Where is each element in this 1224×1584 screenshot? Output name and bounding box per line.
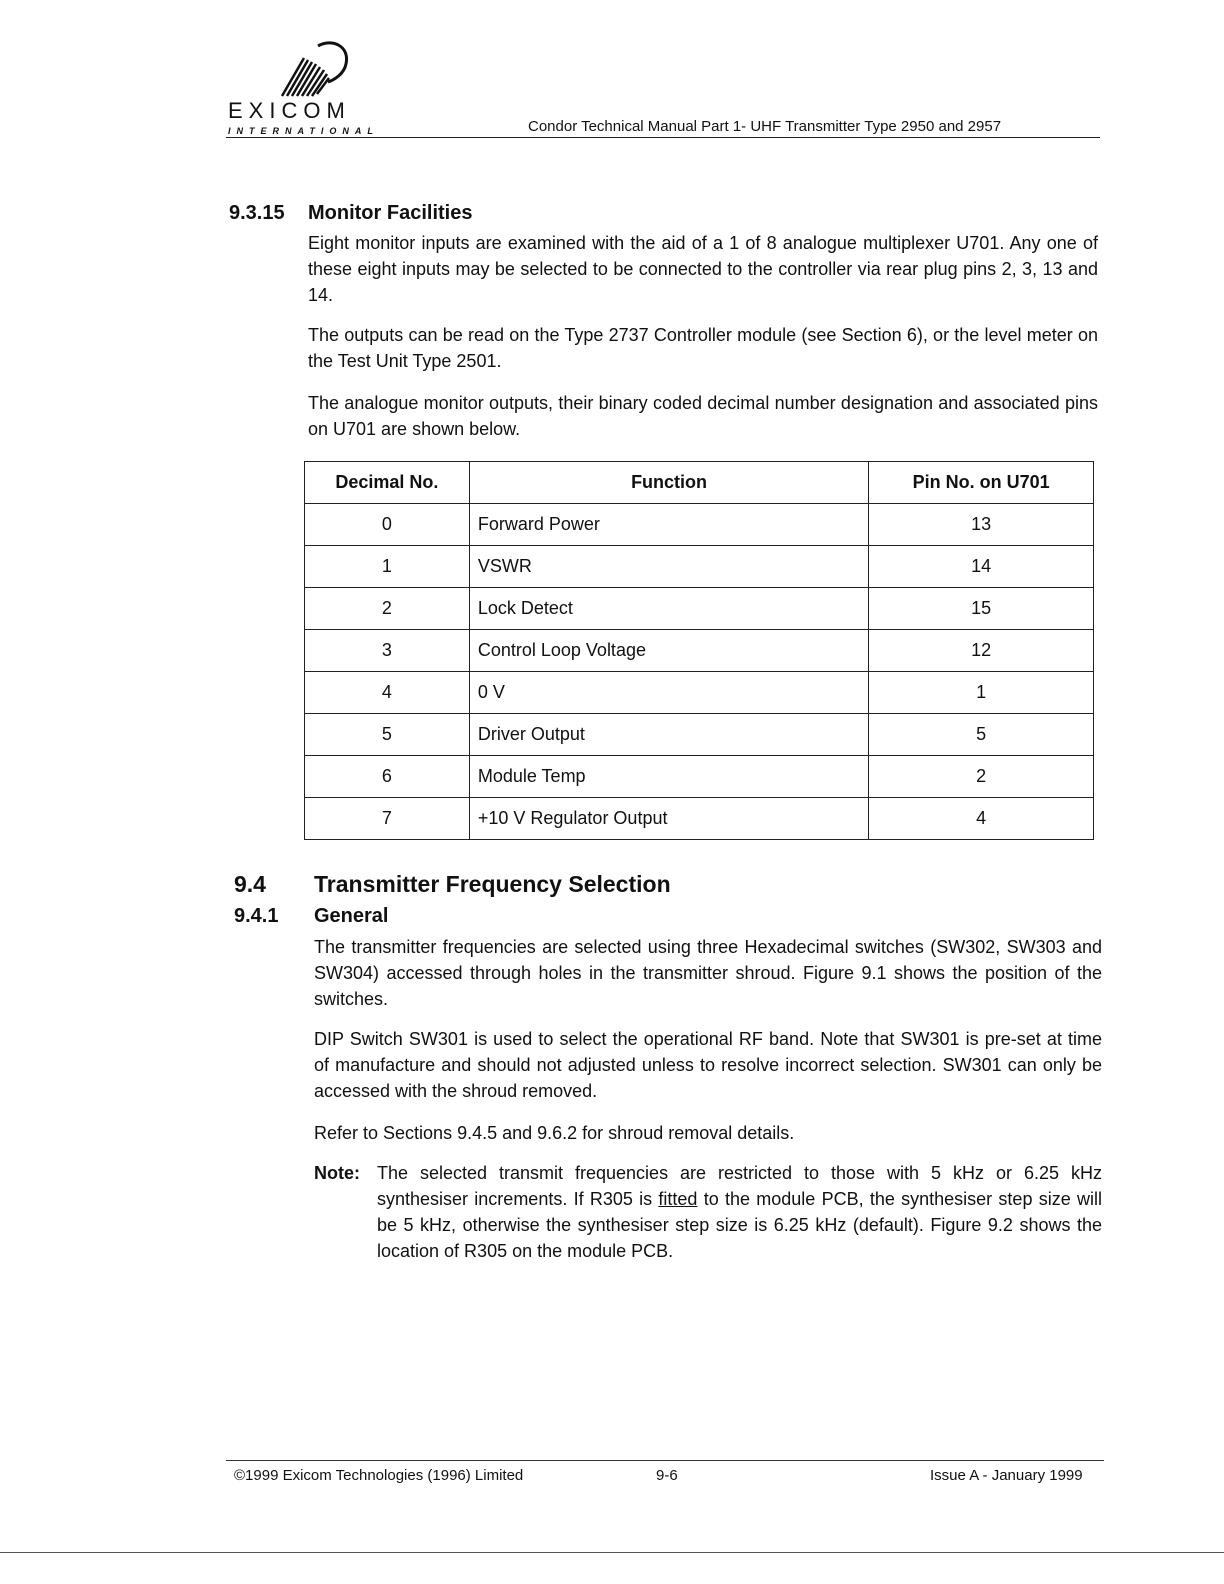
section-title: General [314, 905, 389, 927]
table-row [305, 714, 1094, 756]
header-title: Condor Technical Manual Part 1- UHF Transmitter Type 2950 and 2957 [528, 118, 1002, 135]
table-cell: 0 V [469, 672, 868, 714]
monitor-outputs-table [304, 461, 1094, 840]
table-cell: Driver Output [469, 714, 868, 756]
section-number: 9.4.1 [234, 905, 279, 927]
logo-mark-icon [274, 36, 354, 100]
table-cell: 0 [305, 504, 470, 546]
paragraph: The outputs can be read on the Type 2737 Controller module (see Section 6), or the level meter on the Test Unit Type 2501. [308, 325, 1098, 371]
table-cell: 6 [305, 756, 470, 798]
page-bottom-rule [0, 1552, 1224, 1553]
table-cell: 15 [869, 588, 1094, 630]
paragraph: The transmitter frequencies are selected using three Hexadecimal switches (SW302, SW303 and SW304) accessed through holes in the transmitter shroud. Figure 9.1 shows the position of the switches. [314, 937, 1102, 1009]
table-row [305, 798, 1094, 840]
table-cell: Forward Power [469, 504, 868, 546]
table-cell: 1 [869, 672, 1094, 714]
table-cell: 4 [305, 672, 470, 714]
logo-subtitle: INTERNATIONAL [228, 126, 379, 136]
table-row [305, 588, 1094, 630]
logo-name: EXICOM [228, 98, 351, 123]
note-underlined-word: fitted [658, 1189, 698, 1209]
table-cell: 14 [869, 546, 1094, 588]
section-title: Monitor Facilities [308, 202, 473, 224]
table-row [305, 630, 1094, 672]
footer-page-number: 9-6 [656, 1467, 678, 1484]
table-cell: Module Temp [469, 756, 868, 798]
table-cell: 5 [869, 714, 1094, 756]
table-cell: Lock Detect [469, 588, 868, 630]
section-number: 9.4 [234, 871, 266, 897]
header-divider [226, 137, 1100, 138]
table-header-row [305, 462, 1094, 504]
paragraph: Refer to Sections 9.4.5 and 9.6.2 for shroud removal details. [314, 1123, 795, 1143]
footer-divider [226, 1460, 1104, 1461]
section-number: 9.3.15 [229, 202, 285, 224]
table-row [305, 672, 1094, 714]
column-header: Pin No. on U701 [869, 462, 1094, 504]
paragraph: The analogue monitor outputs, their binary coded decimal number designation and associated pins on U701 are shown below. [308, 393, 1098, 439]
table-cell: 2 [305, 588, 470, 630]
note-text-part: The selected transmit frequencies are restricted to those with 5 kHz or 6.25 kHz synthesiser increments. If R305 is [377, 1163, 1102, 1209]
footer-issue: Issue A - January 1999 [930, 1467, 1083, 1484]
table-cell: +10 V Regulator Output [469, 798, 868, 840]
table-row [305, 504, 1094, 546]
column-header: Decimal No. [305, 462, 470, 504]
note-label: Note: [314, 1163, 360, 1183]
paragraph: Eight monitor inputs are examined with the aid of a 1 of 8 analogue multiplexer U701. Any one of these eight inputs may be selected to be connected to the controller via rear plug pins 2, 3, 13 and 14. [308, 233, 1098, 305]
table-row [305, 546, 1094, 588]
table-cell: 7 [305, 798, 470, 840]
table-cell: 1 [305, 546, 470, 588]
column-header: Function [469, 462, 868, 504]
footer-copyright: ©1999 Exicom Technologies (1996) Limited [234, 1467, 524, 1484]
table-cell: VSWR [469, 546, 868, 588]
table-cell: 12 [869, 630, 1094, 672]
section-title: Transmitter Frequency Selection [314, 871, 671, 897]
table-cell: 2 [869, 756, 1094, 798]
table-cell: Control Loop Voltage [469, 630, 868, 672]
table-row [305, 756, 1094, 798]
table-cell: 3 [305, 630, 470, 672]
note-text-part: to the module PCB, the synthesiser step size will be 5 kHz, otherwise the synthesiser step size is 6.25 kHz (default). Figure 9.2 shows the location of R305 on the module PCB. [377, 1189, 1102, 1261]
paragraph: DIP Switch SW301 is used to select the operational RF band. Note that SW301 is pre-set at time of manufacture and should not adjusted unless to resolve incorrect selection. SW301 can only be accessed with the shroud removed. [314, 1029, 1102, 1101]
company-logo [226, 36, 386, 146]
note-text [377, 1160, 1102, 1264]
table-cell: 4 [869, 798, 1094, 840]
table-cell: 13 [869, 504, 1094, 546]
table-cell: 5 [305, 714, 470, 756]
